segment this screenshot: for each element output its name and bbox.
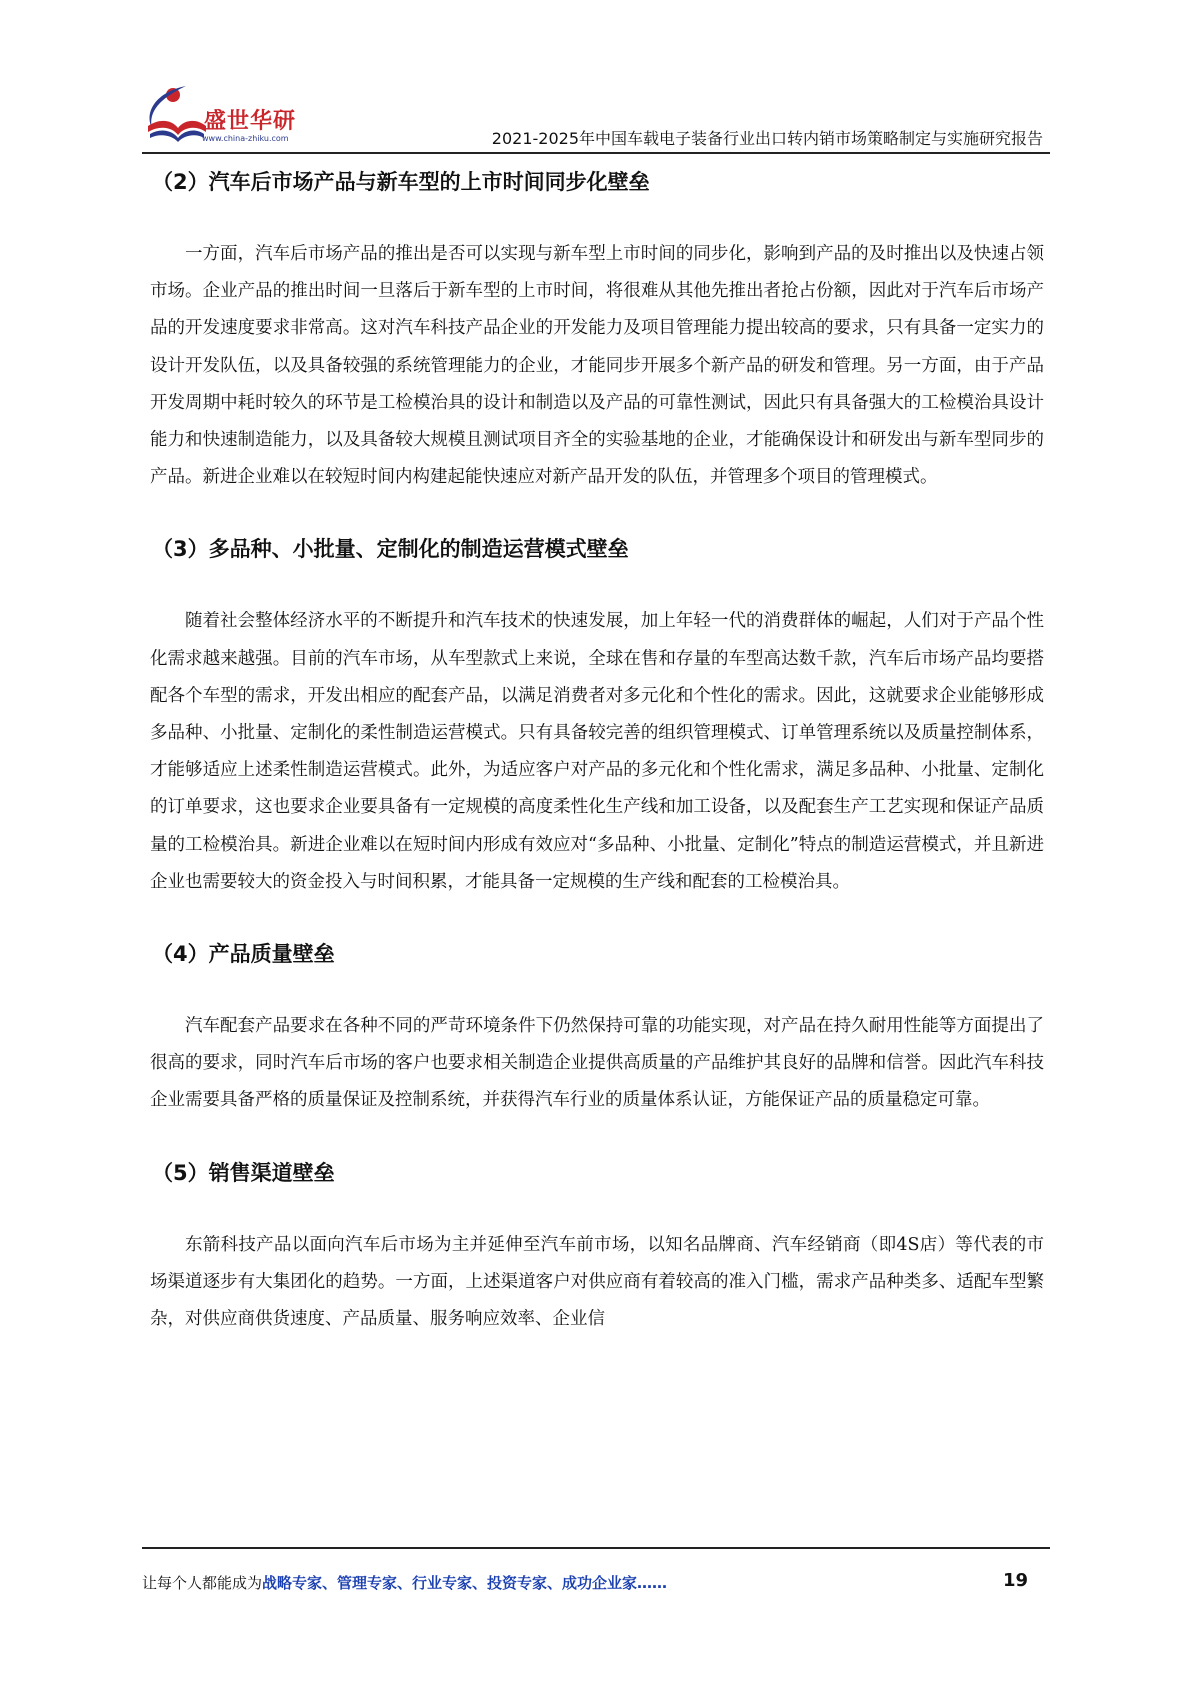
section-heading-4: （4）产品质量壁垒 [152,942,335,967]
section-heading-5: （5）销售渠道壁垒 [152,1160,335,1185]
section-paragraph-5: 东箭科技产品以面向汽车后市场为主并延伸至汽车前市场，以知名品牌商、汽车经销商（即4S店）等代表的市场渠道逐步有大集团化的趋势。一方面，上述渠道客户对供应商有着较高的准入门槛，需求产品种类多、适配车型繁杂，对供应商供货速度、产品质量、服务响应效率、企业信 [150,1234,1044,1330]
section-heading-3: （3）多品种、小批量、定制化的制造运营模式壁垒 [152,537,629,562]
page-number: 19 [1003,1570,1029,1591]
report-title: 2021-2025年中国车载电子装备行业出口转内销市场策略制定与实施研究报告 [491,129,1043,148]
section-paragraph-2: 一方面，汽车后市场产品的推出是否可以实现与新车型上市时间的同步化，影响到产品的及时推出以及快速占领市场。企业产品的推出时间一旦落后于新车型的上市时间，将很难从其他先推出者抢占份额，因此对于汽车后市场产品的开发速度要求非常高。这对汽车科技产品企业的开发能力及项目管理能力提出较高的要求，只有具备一定实力的设计开发队伍，以及具备较强的系统管理能力的企业，才能同步开展多个新产品的研发和管理。另一方面，由于产品开发周期中耗时较久的环节是工检模治具的设计和制造以及产品的可靠性测试，因此只有具备强大的工检模治具设计能力和快速制造能力，以及具备较大规模且测试项目齐全的实验基地的企业，才能确保设计和研发出与新车型同步的产品。新进企业难以在较短时间内构建起能快速应对新产品开发的队伍，并管理多个项目的管理模式。 [150,244,1044,488]
company-logo [142,82,297,152]
logo-name: 盛世华研 [204,109,297,134]
section-heading-2: （2）汽车后市场产品与新车型的上市时间同步化壁垒 [152,170,650,194]
page-header [0,0,1191,160]
footer-slogan-prefix: 让每个人都能成为 [142,1574,263,1592]
page-body [142,160,1050,1338]
footer-slogan-highlight: 战略专家、管理专家、行业专家、投资专家、成功企业家…… [262,1574,668,1592]
section-paragraph-4: 汽车配套产品要求在各种不同的严苛环境条件下仍然保持可靠的功能实现，对产品在持久耐用性能等方面提出了很高的要求，同时汽车后市场的客户也要求相关制造企业提供高质量的产品维护其良好的品牌和信誉。因此汽车科技企业需要具备严格的质量保证及控制系统，并获得汽车行业的质量体系认证，方能保证产品的质量稳定可靠。 [150,1016,1044,1111]
logo-url: www.china-zhiku.com [202,134,289,143]
footer-divider [142,1547,1050,1549]
header-divider [142,152,1050,154]
section-paragraph-3: 随着社会整体经济水平的不断提升和汽车技术的快速发展，加上年轻一代的消费群体的崛起，人们对于产品个性化需求越来越强。目前的汽车市场，从车型款式上来说，全球在售和存量的车型高达数千款，汽车后市场产品均要搭配各个车型的需求，开发出相应的配套产品，以满足消费者对多元化和个性化的需求。因此，这就要求企业能够形成多品种、小批量、定制化的柔性制造运营模式。只有具备较完善的组织管理模式、订单管理系统以及质量控制体系，才能够适应上述柔性制造运营模式。此外，为适应客户对产品的多元化和个性化需求，满足多品种、小批量、定制化的订单要求，这也要求企业要具备有一定规模的高度柔性化生产线和加工设备，以及配套生产工艺实现和保证产品质量的工检模治具。新进企业难以在短时间内形成有效应对“多品种、小批量、定制化”特点的制造运营模式，并且新进企业也需要较大的资金投入与时间积累，才能具备一定规模的生产线和配套的工检模治具。 [150,611,1044,892]
footer-slogan [142,1572,667,1593]
